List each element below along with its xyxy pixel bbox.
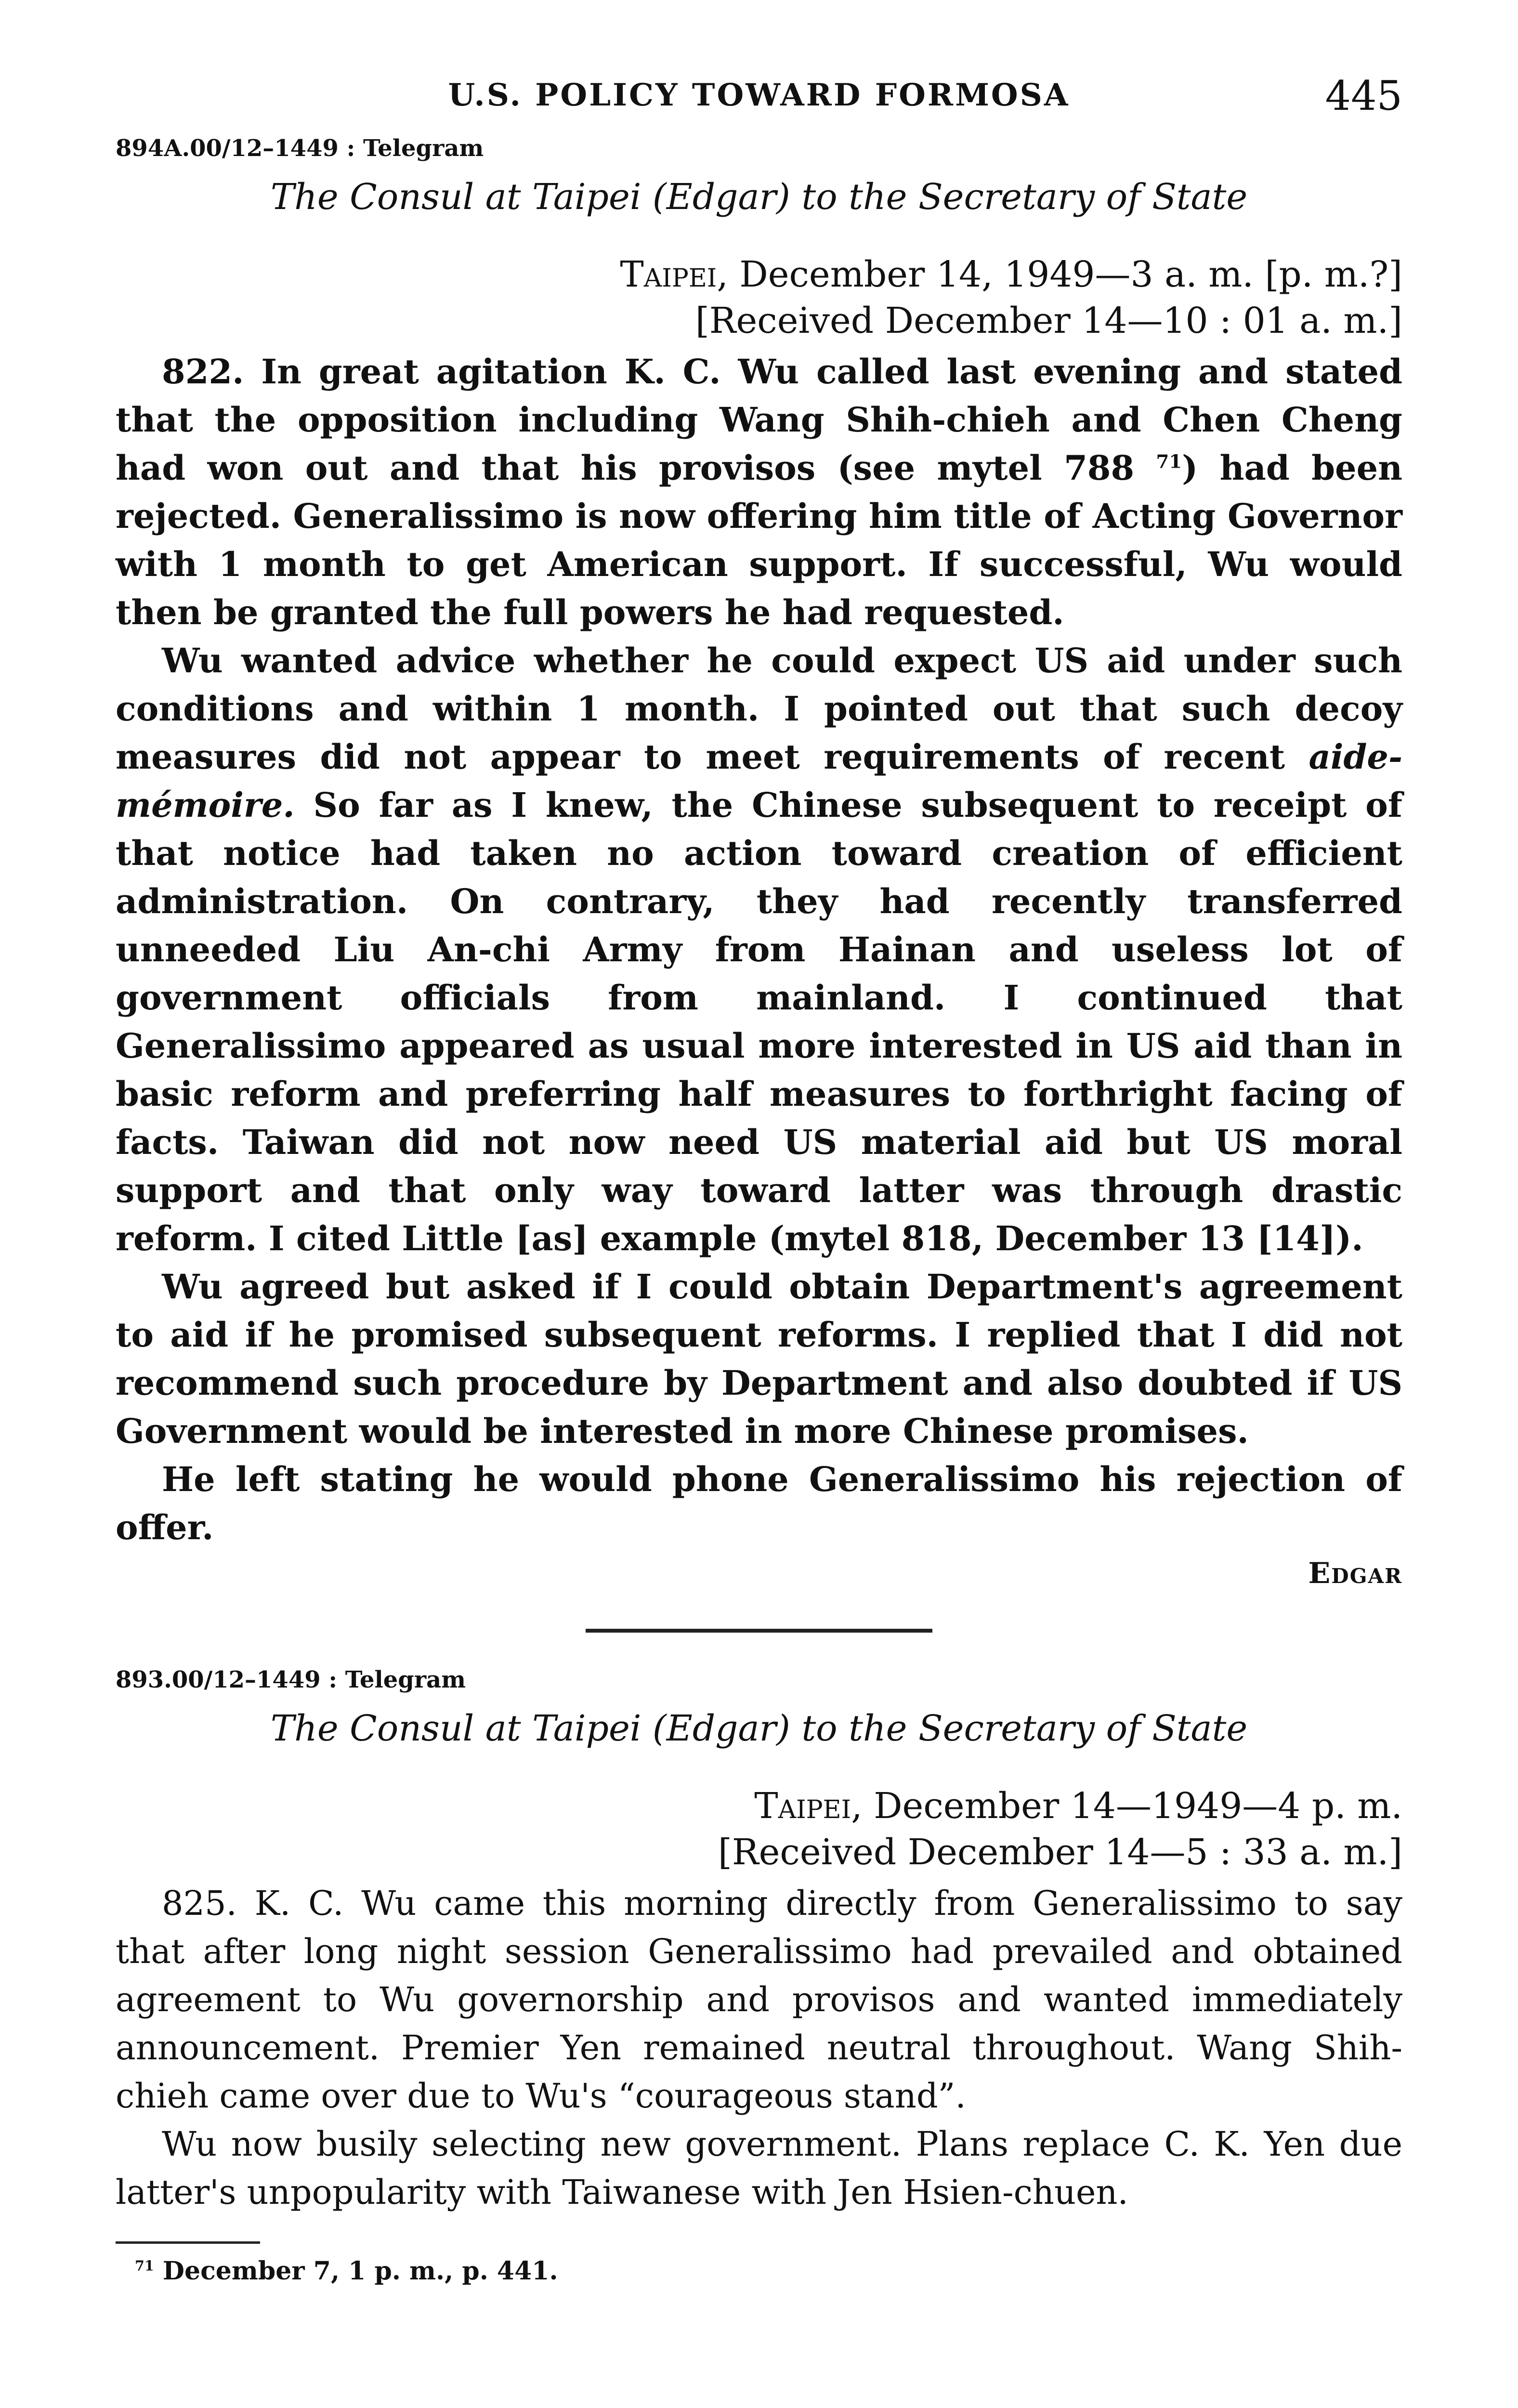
document-heading: The Consul at Taipei (Edgar) to the Secretary of State: [270, 1708, 1248, 1749]
date-received: [Received December 14—10 : 01 a. m.]: [695, 300, 1402, 341]
paragraph-text: So far as I knew, the Chinese subsequent to receipt of that notice had taken no action toward creation of efficient administration. On contrary, they had recently transferred unneeded Liu An-chi Army from Hainan and useless lot of government officials from mainland. I continued that Generalissimo appeared as usual more interested in US aid than in basic reform and preferring half measures to forthright facing of facts. Taiwan did not now need US material aid but US moral support and that only way toward latter was through drastic reform. I cited Little [as] example (mytel 818, December 13 [14]).: [116, 785, 1402, 1258]
place-name: Taipei,: [754, 1785, 863, 1827]
document-reference: 893.00/12–1449 : Telegram: [116, 1666, 466, 1693]
paragraph-text: Wu wanted advice whether he could expect US aid under such conditions and within 1 month. I pointed out that such decoy measures did not appear to meet requirements of recent: [116, 641, 1402, 777]
footnote-text: December 7, 1 p. m., p. 441.: [154, 2256, 558, 2286]
paragraph-text: ) had been rejected. Generalissimo is now offering him title of Acting Governor with 1 month to get American support. If successful, Wu would then be granted the full powers he had requested.: [116, 448, 1403, 632]
date-sent: [116, 1783, 1402, 1829]
paragraph: 825. K. C. Wu came this morning directly from Generalissimo to say that after long night session Generalissimo had prevailed and obtained agreement to Wu governorship and provisos and wanted immediately announcement. Premier Yen remained neutral throughout. Wang Shih-chieh came over due to Wu's “courageous stand”.: [116, 1884, 1402, 2116]
paragraph: [116, 348, 1402, 637]
italic-term: aide-mémoire.: [116, 737, 1402, 825]
paragraph: [116, 637, 1402, 1263]
paragraph: Wu agreed but asked if I could obtain Department's agreement to aid if he promised subsequent reforms. I replied that I did not recommend such procedure by Department and also doubted if US Government would be interested in more Chinese promises.: [116, 1267, 1402, 1451]
paragraph: Wu now busily selecting new government. Plans replace C. K. Yen due latter's unpopularity with Taiwanese with Jen Hsien-chuen.: [116, 2124, 1402, 2212]
date-text: December 14, 1949—3 a. m. [p. m.?]: [728, 254, 1402, 295]
footnote-marker: 71: [1156, 451, 1182, 473]
date-text: December 14—1949—4 p. m.: [862, 1785, 1402, 1827]
page-number: 445: [1325, 72, 1402, 119]
running-title: U.S. POLICY TOWARD FORMOSA: [448, 77, 1070, 113]
place-name: Taipei,: [620, 254, 728, 295]
telegram-822: [116, 135, 1402, 1595]
document-reference: 894A.00/12–1449 : Telegram: [116, 135, 484, 162]
dateline: [116, 251, 1402, 344]
date-received: [Received December 14—5 : 33 a. m.]: [718, 1832, 1402, 1873]
signature: Edgar: [1308, 1557, 1402, 1590]
document-heading: The Consul at Taipei (Edgar) to the Secretary of State: [270, 176, 1248, 218]
document-page: [116, 72, 1403, 2286]
paragraph-text: 822. In great agitation K. C. Wu called last evening and stated that the opposition including Wang Shih-chieh and Chen Cheng had won out and that his provisos (see mytel 788: [116, 352, 1402, 488]
date-sent: [116, 251, 1402, 298]
footnote-divider: [116, 2241, 260, 2244]
telegram-825: [116, 1666, 1402, 2216]
section-divider: [586, 1629, 932, 1633]
running-header: [116, 72, 1402, 125]
paragraph: He left stating he would phone Generalissimo his rejection of offer.: [116, 1459, 1402, 1547]
footnote-number: 71: [135, 2257, 154, 2274]
dateline: [116, 1783, 1402, 1875]
footnote: [116, 2256, 1402, 2286]
